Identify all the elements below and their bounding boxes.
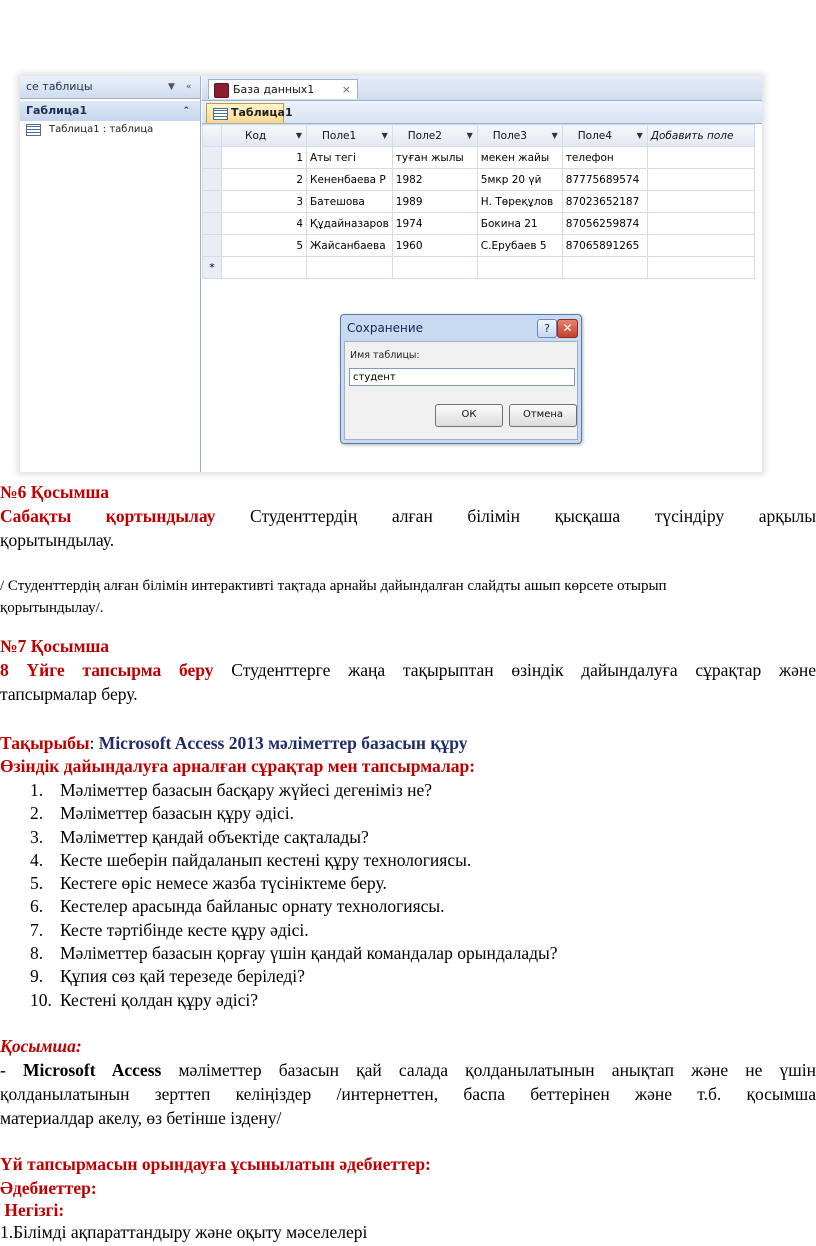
- table-cell[interactable]: [647, 213, 754, 235]
- table-cell[interactable]: 1989: [392, 191, 477, 213]
- annex6-note-line2: қорытындылау/.: [0, 600, 104, 616]
- access-screenshot: [20, 76, 762, 472]
- new-record-row[interactable]: [203, 257, 755, 279]
- annex6-line2: қорытындылау.: [0, 530, 115, 550]
- document-area: [202, 76, 762, 472]
- table-cell[interactable]: 5мкр 20 үй: [477, 169, 562, 191]
- literature-item1: 1.Білімді ақпараттандыру және оқыту мәселелері: [0, 1222, 368, 1242]
- item-number: 6.: [30, 896, 44, 917]
- item-number: 8.: [30, 943, 44, 964]
- addition-label: Қосымша:: [0, 1036, 82, 1056]
- table-cell[interactable]: [647, 191, 754, 213]
- subtab-label: Таблица1: [231, 106, 293, 119]
- item-number: 10.: [30, 989, 52, 1010]
- table-cell[interactable]: 1960: [392, 235, 477, 257]
- table-icon: [213, 108, 228, 120]
- tab-label: База данных1: [233, 83, 315, 96]
- item-text: Кестелер арасында байланыс орнату технологиясы.: [60, 896, 445, 917]
- help-icon[interactable]: ?: [537, 319, 557, 338]
- item-number: 4.: [30, 849, 44, 870]
- chevron-up-icon[interactable]: ⌃: [182, 106, 190, 116]
- annex7-text: Студенттерге жаңа тақырыптан өзіндік дайындалуға сұрақтар және: [231, 660, 816, 680]
- list-item: [0, 895, 558, 918]
- topic-colon: :: [89, 733, 95, 753]
- dialog-title: Сохранение: [347, 321, 424, 335]
- nav-pane-title: се таблицы: [26, 80, 93, 93]
- item-number: 9.: [30, 966, 44, 987]
- table-cell[interactable]: [647, 147, 754, 169]
- table-cell[interactable]: 1974: [392, 213, 477, 235]
- annex6-line1: [0, 505, 816, 527]
- column-header[interactable]: Поле2 ▼: [392, 125, 477, 147]
- cell-id[interactable]: 3: [222, 191, 307, 213]
- table-row[interactable]: [203, 191, 755, 213]
- list-item: [0, 965, 558, 988]
- annex7-line1: [0, 659, 816, 681]
- column-header[interactable]: Код ▼: [222, 125, 307, 147]
- list-item: [0, 942, 558, 965]
- annex7-title: №7 Қосымша: [0, 636, 110, 656]
- table-cell[interactable]: Аты тегі: [307, 147, 393, 169]
- item-text: Мәліметтер қандай объектіде сақталады?: [60, 826, 369, 847]
- list-item: [0, 826, 558, 849]
- table-cell[interactable]: [477, 257, 562, 279]
- addition-line1: [0, 1059, 816, 1081]
- item-text: Кесте шеберін пайдаланып кестені құру технологиясы.: [60, 849, 472, 870]
- table-cell[interactable]: 87056259874: [562, 213, 647, 235]
- ok-button[interactable]: ОК: [435, 404, 503, 427]
- tab-table1[interactable]: [206, 103, 293, 123]
- annex6-heading: Сабақты қортындылау: [0, 506, 216, 526]
- dropdown-arrow-icon[interactable]: ▼: [636, 131, 643, 140]
- cell-id[interactable]: 2: [222, 169, 307, 191]
- row-selector[interactable]: [203, 191, 222, 213]
- literature-heading: Үй тапсырмасын орындауға ұсынылатын әдебиеттер:: [0, 1154, 431, 1174]
- item-text: Кесте тәртібінде кесте құру әдісі.: [60, 919, 309, 940]
- document-tab-bar: [202, 76, 762, 101]
- nav-group-title: Габлица1: [26, 104, 88, 117]
- list-item: [0, 872, 558, 895]
- addition-line3: материалдар акелу, өз бетінше іздену/: [0, 1108, 282, 1128]
- table-cell[interactable]: телефон: [562, 147, 647, 169]
- list-item: [0, 802, 558, 825]
- cell-id[interactable]: 1: [222, 147, 307, 169]
- table-cell[interactable]: 1982: [392, 169, 477, 191]
- table-cell[interactable]: 87775689574: [562, 169, 647, 191]
- dropdown-arrow-icon[interactable]: ▼: [466, 131, 473, 140]
- table-icon: [26, 124, 41, 136]
- column-header[interactable]: Поле3 ▼: [477, 125, 562, 147]
- nav-item-label: Таблица1 : таблица: [49, 124, 154, 135]
- row-selector[interactable]: [203, 169, 222, 191]
- dropdown-arrow-icon[interactable]: ▼: [381, 131, 388, 140]
- item-text: Құпия сөз қай терезеде беріледі?: [60, 966, 305, 987]
- annex6-text: Студенттердің алған білімін қысқаша түсіндіру арқылы: [250, 506, 816, 526]
- table-cell[interactable]: [307, 257, 393, 279]
- table-cell[interactable]: 87065891265: [562, 235, 647, 257]
- chevron-down-icon[interactable]: ▼: [168, 82, 175, 92]
- item-number: 5.: [30, 873, 44, 894]
- table-cell[interactable]: [562, 257, 647, 279]
- topic-value: Microsoft Access 2013 мәліметтер базасын құру: [98, 733, 468, 753]
- row-selector[interactable]: [203, 235, 222, 257]
- table-row[interactable]: [203, 169, 755, 191]
- table-cell[interactable]: Н. Төреқұлов: [477, 191, 562, 213]
- table-cell[interactable]: туған жылы: [392, 147, 477, 169]
- save-dialog: [340, 314, 582, 444]
- column-header[interactable]: Поле1 ▼: [307, 125, 393, 147]
- topic-line: [0, 732, 816, 754]
- table-cell[interactable]: [647, 235, 754, 257]
- table-cell[interactable]: мекен жайы: [477, 147, 562, 169]
- item-text: Мәліметтер базасын қорғау үшін қандай командалар орындалады?: [60, 943, 558, 964]
- datasheet-grid: [202, 124, 755, 279]
- dialog-title-bar[interactable]: [341, 315, 581, 341]
- nav-pane-header[interactable]: [20, 76, 200, 99]
- close-icon[interactable]: ×: [341, 83, 351, 96]
- cancel-button[interactable]: Отмена: [509, 404, 577, 427]
- cell-id[interactable]: 5: [222, 235, 307, 257]
- table-cell[interactable]: Кененбаева Р: [307, 169, 393, 191]
- database-icon: [214, 83, 229, 98]
- addition-dash: -: [0, 1060, 23, 1080]
- dropdown-arrow-icon[interactable]: ▼: [551, 131, 558, 140]
- item-number: 2.: [30, 803, 44, 824]
- dialog-body: [344, 341, 578, 440]
- new-record-marker: *: [203, 257, 222, 279]
- nav-item-table1[interactable]: [20, 121, 200, 139]
- addition-rest: мәліметтер базасын қай салада қолданылатынын анықтап және не үшін: [161, 1060, 816, 1080]
- list-item: [0, 849, 558, 872]
- table-cell[interactable]: [222, 257, 307, 279]
- annex6-title: №6 Қосымша: [0, 482, 110, 502]
- table-row[interactable]: [203, 147, 755, 169]
- tab-database1[interactable]: [208, 79, 358, 99]
- row-selector[interactable]: [203, 147, 222, 169]
- list-item: [0, 779, 558, 802]
- object-tab-bar: [202, 101, 762, 124]
- dropdown-arrow-icon[interactable]: ▼: [295, 131, 302, 140]
- list-item: [0, 919, 558, 942]
- item-text: Мәліметтер базасын басқару жүйесі дегеніміз не?: [60, 780, 433, 800]
- addition-bold: Microsoft Access: [23, 1060, 162, 1080]
- annex7-line2: тапсырмалар беру.: [0, 684, 138, 704]
- select-all-corner[interactable]: [203, 125, 222, 147]
- cell-id[interactable]: 4: [222, 213, 307, 235]
- literature-subheading: Әдебиеттер:: [0, 1178, 97, 1198]
- table-cell[interactable]: Жайсанбаева: [307, 235, 393, 257]
- item-number: 3.: [30, 826, 44, 847]
- topic-label: Тақырыбы: [0, 733, 90, 753]
- table-cell[interactable]: [647, 169, 754, 191]
- questions-list: [0, 779, 558, 1012]
- item-text: Кестеге өріс немесе жазба түсініктеме беру.: [60, 873, 387, 894]
- table-cell[interactable]: 87023652187: [562, 191, 647, 213]
- table-cell[interactable]: [647, 257, 754, 279]
- self-study-heading: Өзіндік дайындалуға арналған сұрақтар мен тапсырмалар:: [0, 756, 476, 776]
- item-text: Мәліметтер базасын құру әдісі.: [60, 803, 295, 824]
- close-icon[interactable]: ✕: [557, 319, 578, 338]
- table-cell[interactable]: Бокина 21: [477, 213, 562, 235]
- literature-main: Негізгі:: [0, 1200, 65, 1220]
- add-field-header[interactable]: Добавить поле: [647, 125, 754, 147]
- list-item: [0, 989, 558, 1012]
- annex6-note-line1: / Студенттердің алған білімін интерактивті тақтада арнайы дайындалған слайдты ашып көрсете отырып: [0, 578, 667, 594]
- item-number: 7.: [30, 919, 44, 940]
- nav-group-header[interactable]: [20, 101, 200, 121]
- item-text: Кестені қолдан құру әдісі?: [60, 989, 258, 1010]
- item-number: 1.: [30, 780, 44, 800]
- table-cell[interactable]: С.Ерубаев 5: [477, 235, 562, 257]
- table-cell[interactable]: Құдайназаров: [307, 213, 393, 235]
- column-header[interactable]: Поле4 ▼: [562, 125, 647, 147]
- annex7-heading: 8 Үйге тапсырма беру: [0, 660, 214, 680]
- table-name-input[interactable]: студент: [349, 368, 575, 386]
- collapse-pane-icon[interactable]: «: [186, 82, 192, 92]
- row-selector[interactable]: [203, 213, 222, 235]
- table-name-label: Имя таблицы:: [350, 350, 420, 361]
- table-cell[interactable]: Батешова: [307, 191, 393, 213]
- table-row[interactable]: [203, 235, 755, 257]
- table-row[interactable]: [203, 213, 755, 235]
- table-cell[interactable]: [392, 257, 477, 279]
- navigation-pane: [20, 76, 201, 472]
- addition-line2: қолданылатынын зерттеп келіңіздер /интернеттен, баспа беттерінен және т.б. қосымша: [0, 1084, 816, 1104]
